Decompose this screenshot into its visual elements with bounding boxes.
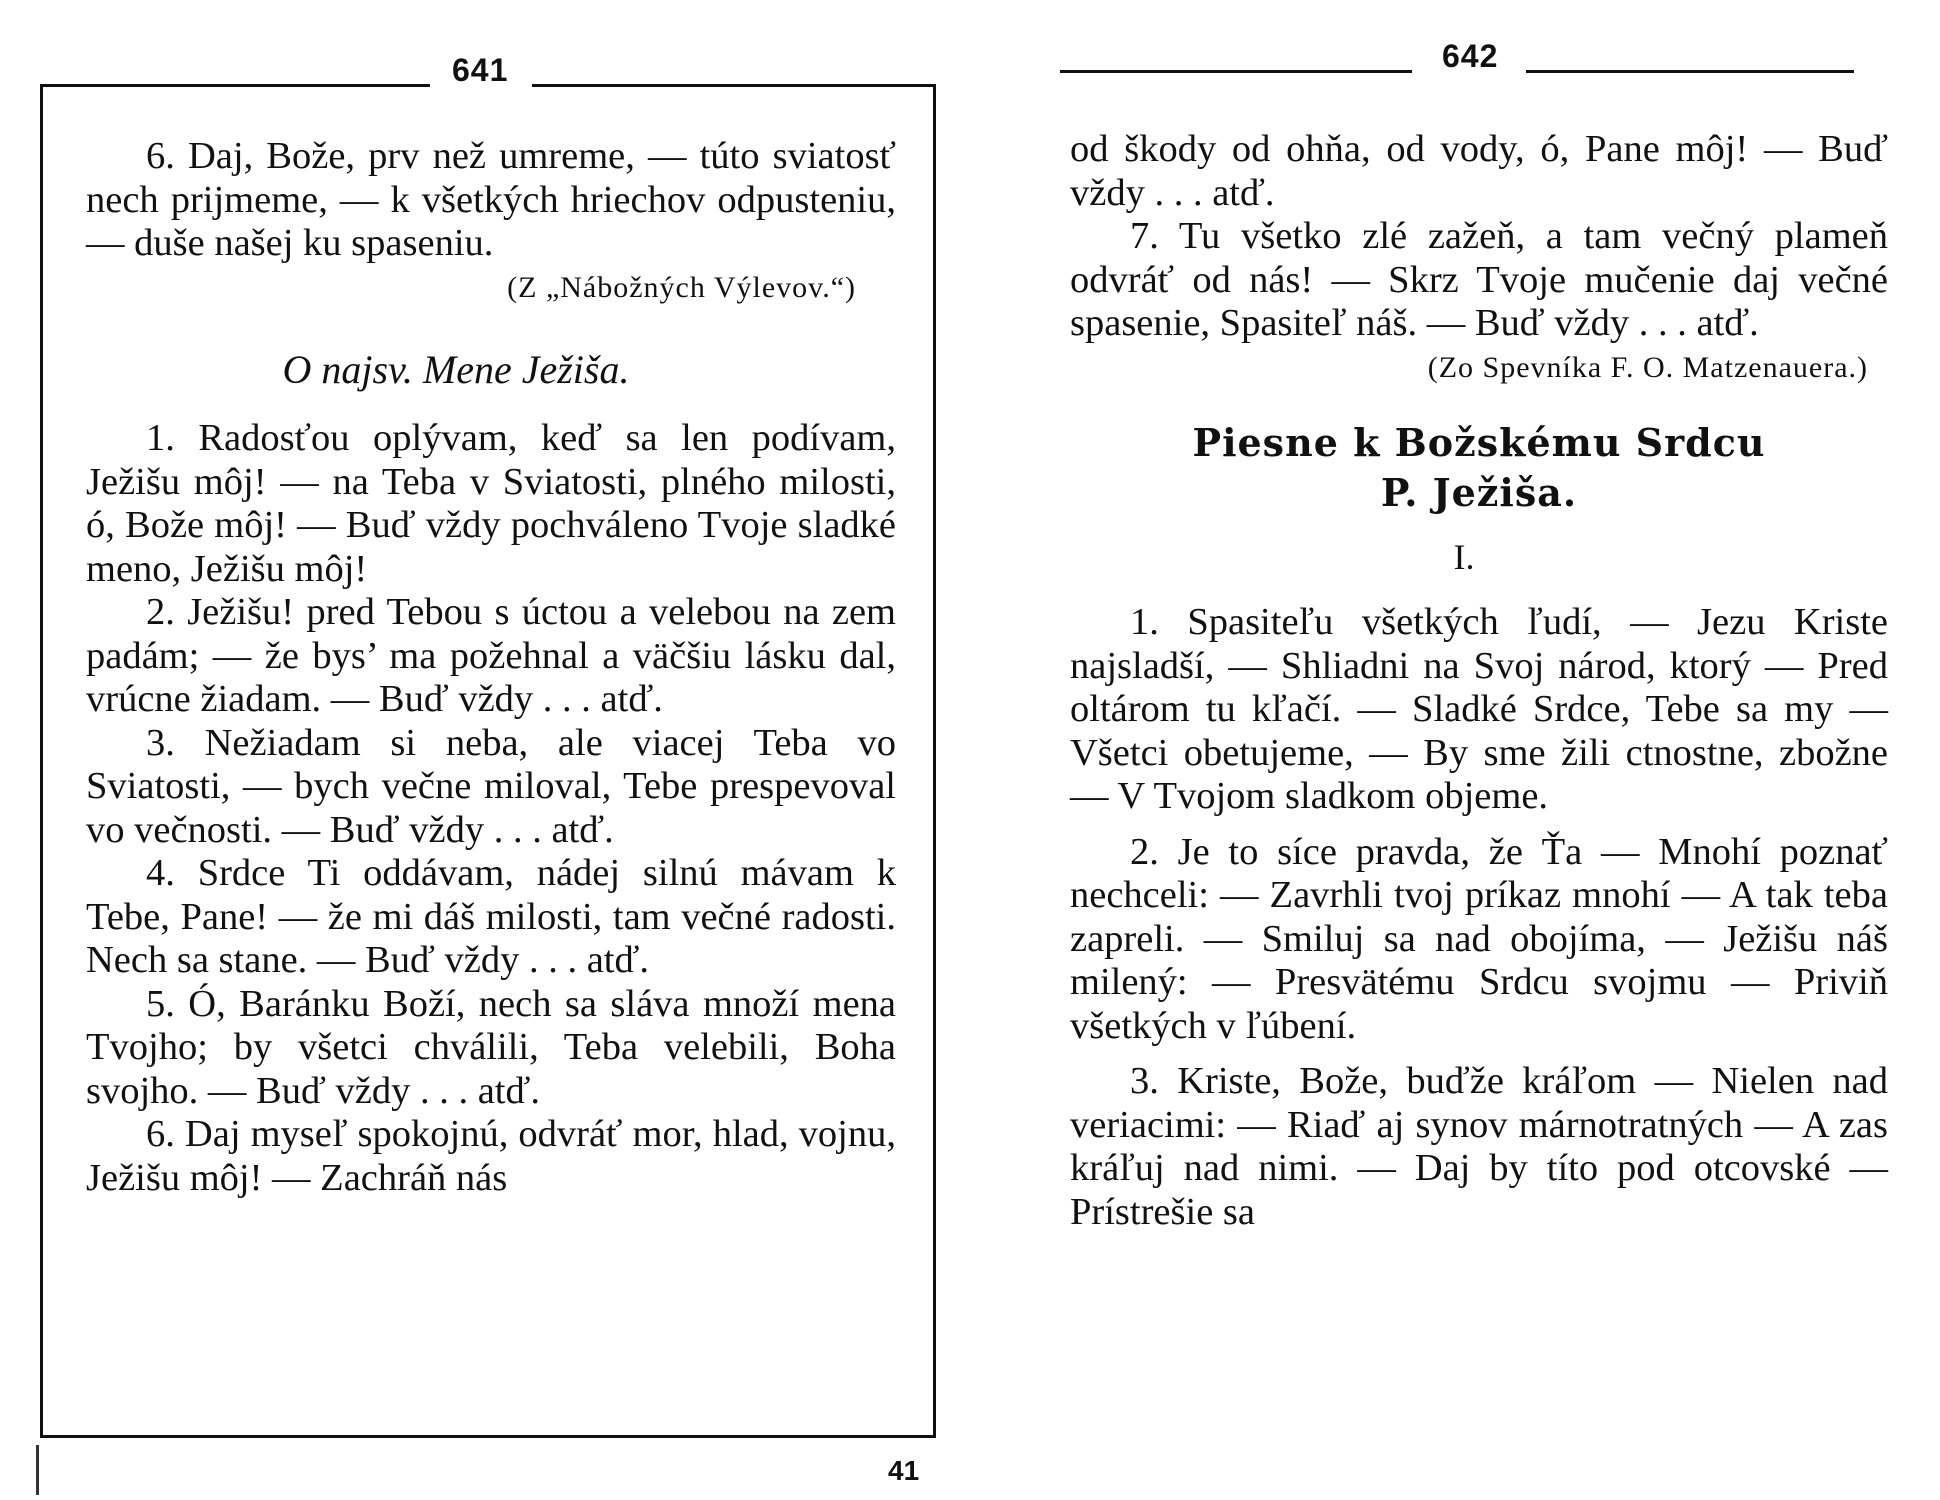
opening-verse: 6. Daj, Bože, prv než umreme, — túto sviatosť nech prijmeme, — k všetkých hriechov odpusteniu, — duše našej ku spaseniu. [86, 135, 896, 264]
left-page-number: 641 [452, 52, 509, 88]
part-numeral: I. [1453, 536, 1475, 577]
continuation-text: od škody od ohňa, od vody, ó, Pane môj! — Buď vždy . . . atď. [1070, 128, 1888, 214]
songbook-source: (Zo Spevníka F. O. Matzenauera.) [1427, 350, 1868, 384]
song-verse-3: 3. Kriste, Bože, buďže kráľom — Nielen nad veriacimi: — Riaď aj synov márnotratných — A zas kráľuj nad nimi. — Daj by títo pod otcovské — Prístrešie sa [1070, 1060, 1888, 1233]
song-verse-2: 2. Je to síce pravda, že Ťa — Mnohí poznať nechceli: — Zavrhli tvoj príkaz mnohí — A tak teba zapreli. — Smiluj sa nad obojíma, — Ježišu náš milený: — Presvätému Srdcu svojmu — Priviň všetkých v ľúbení. [1070, 830, 1888, 1047]
verse-6: 6. Daj myseľ spokojnú, odvráť mor, hlad, vojnu, Ježišu môj! — Zachráň nás [86, 1113, 896, 1199]
verse-7: 7. Tu všetko zlé zažeň, a tam večný plameň odvráť od nás! — Skrz Tvoje mučenie daj večné spasenie, Spasiteľ náš. — Buď vždy . . . atď. [1070, 215, 1888, 344]
songs-title-line-1: Piesne k Božskému Srdcu [1192, 419, 1766, 465]
section-title: O najsv. Mene Ježiša. [282, 346, 630, 392]
verse-1: 1. Radosťou oplývam, keď sa len podívam, Ježišu môj! — na Teba v Sviatosti, plného milosti, ó, Bože môj! — Buď vždy pochváleno Tvoje sladké meno, Ježišu môj! [86, 417, 896, 590]
verse-2: 2. Ježišu! pred Tebou s úctou a velebou na zem padám; — že bys’ ma požehnal a väčšiu lásku dal, vrúcne žiadam. — Buď vždy . . . atď. [86, 591, 896, 720]
left-text-column [86, 135, 896, 1200]
verse-3: 3. Nežiadam si neba, ale viacej Teba vo Sviatosti, — bych večne miloval, Tebe prespevoval vo večnosti. — Buď vždy . . . atď. [86, 721, 896, 851]
verse-5: 5. Ó, Baránku Boží, nech sa sláva množí mena Tvojho; by všetci chválili, Teba velebili, Boha svojho. — Buď vždy . . . atď. [86, 982, 896, 1112]
songs-title-line-2: P. Ježiša. [1380, 469, 1578, 515]
opening-source: (Z „Nábožných Výlevov.“) [507, 270, 856, 304]
left-edge-mark [36, 1445, 39, 1495]
right-header-rule-left [1060, 70, 1412, 73]
verse-4: 4. Srdce Ti oddávam, nádej silnú mávam k Tebe, Pane! — že mi dáš milosti, tam večné radosti. Nech sa stane. — Buď vždy . . . atď. [86, 852, 896, 981]
right-page [970, 0, 1940, 1500]
right-page-number: 642 [1442, 38, 1499, 74]
footer-number: 41 [888, 1455, 920, 1486]
right-text-column [1070, 128, 1888, 1234]
right-header-rule-right [1526, 70, 1854, 73]
songs-title [1070, 418, 1888, 518]
song-verse-1: 1. Spasiteľu všetkých ľudí, — Jezu Kriste najsladší, — Shliadni na Svoj národ, ktorý — Pred oltárom tu kľačí. — Sladké Srdce, Tebe sa my — Všetci obetujeme, — By sme žili ctnostne, zbožne — V Tvojom sladkom objeme. [1070, 601, 1888, 817]
